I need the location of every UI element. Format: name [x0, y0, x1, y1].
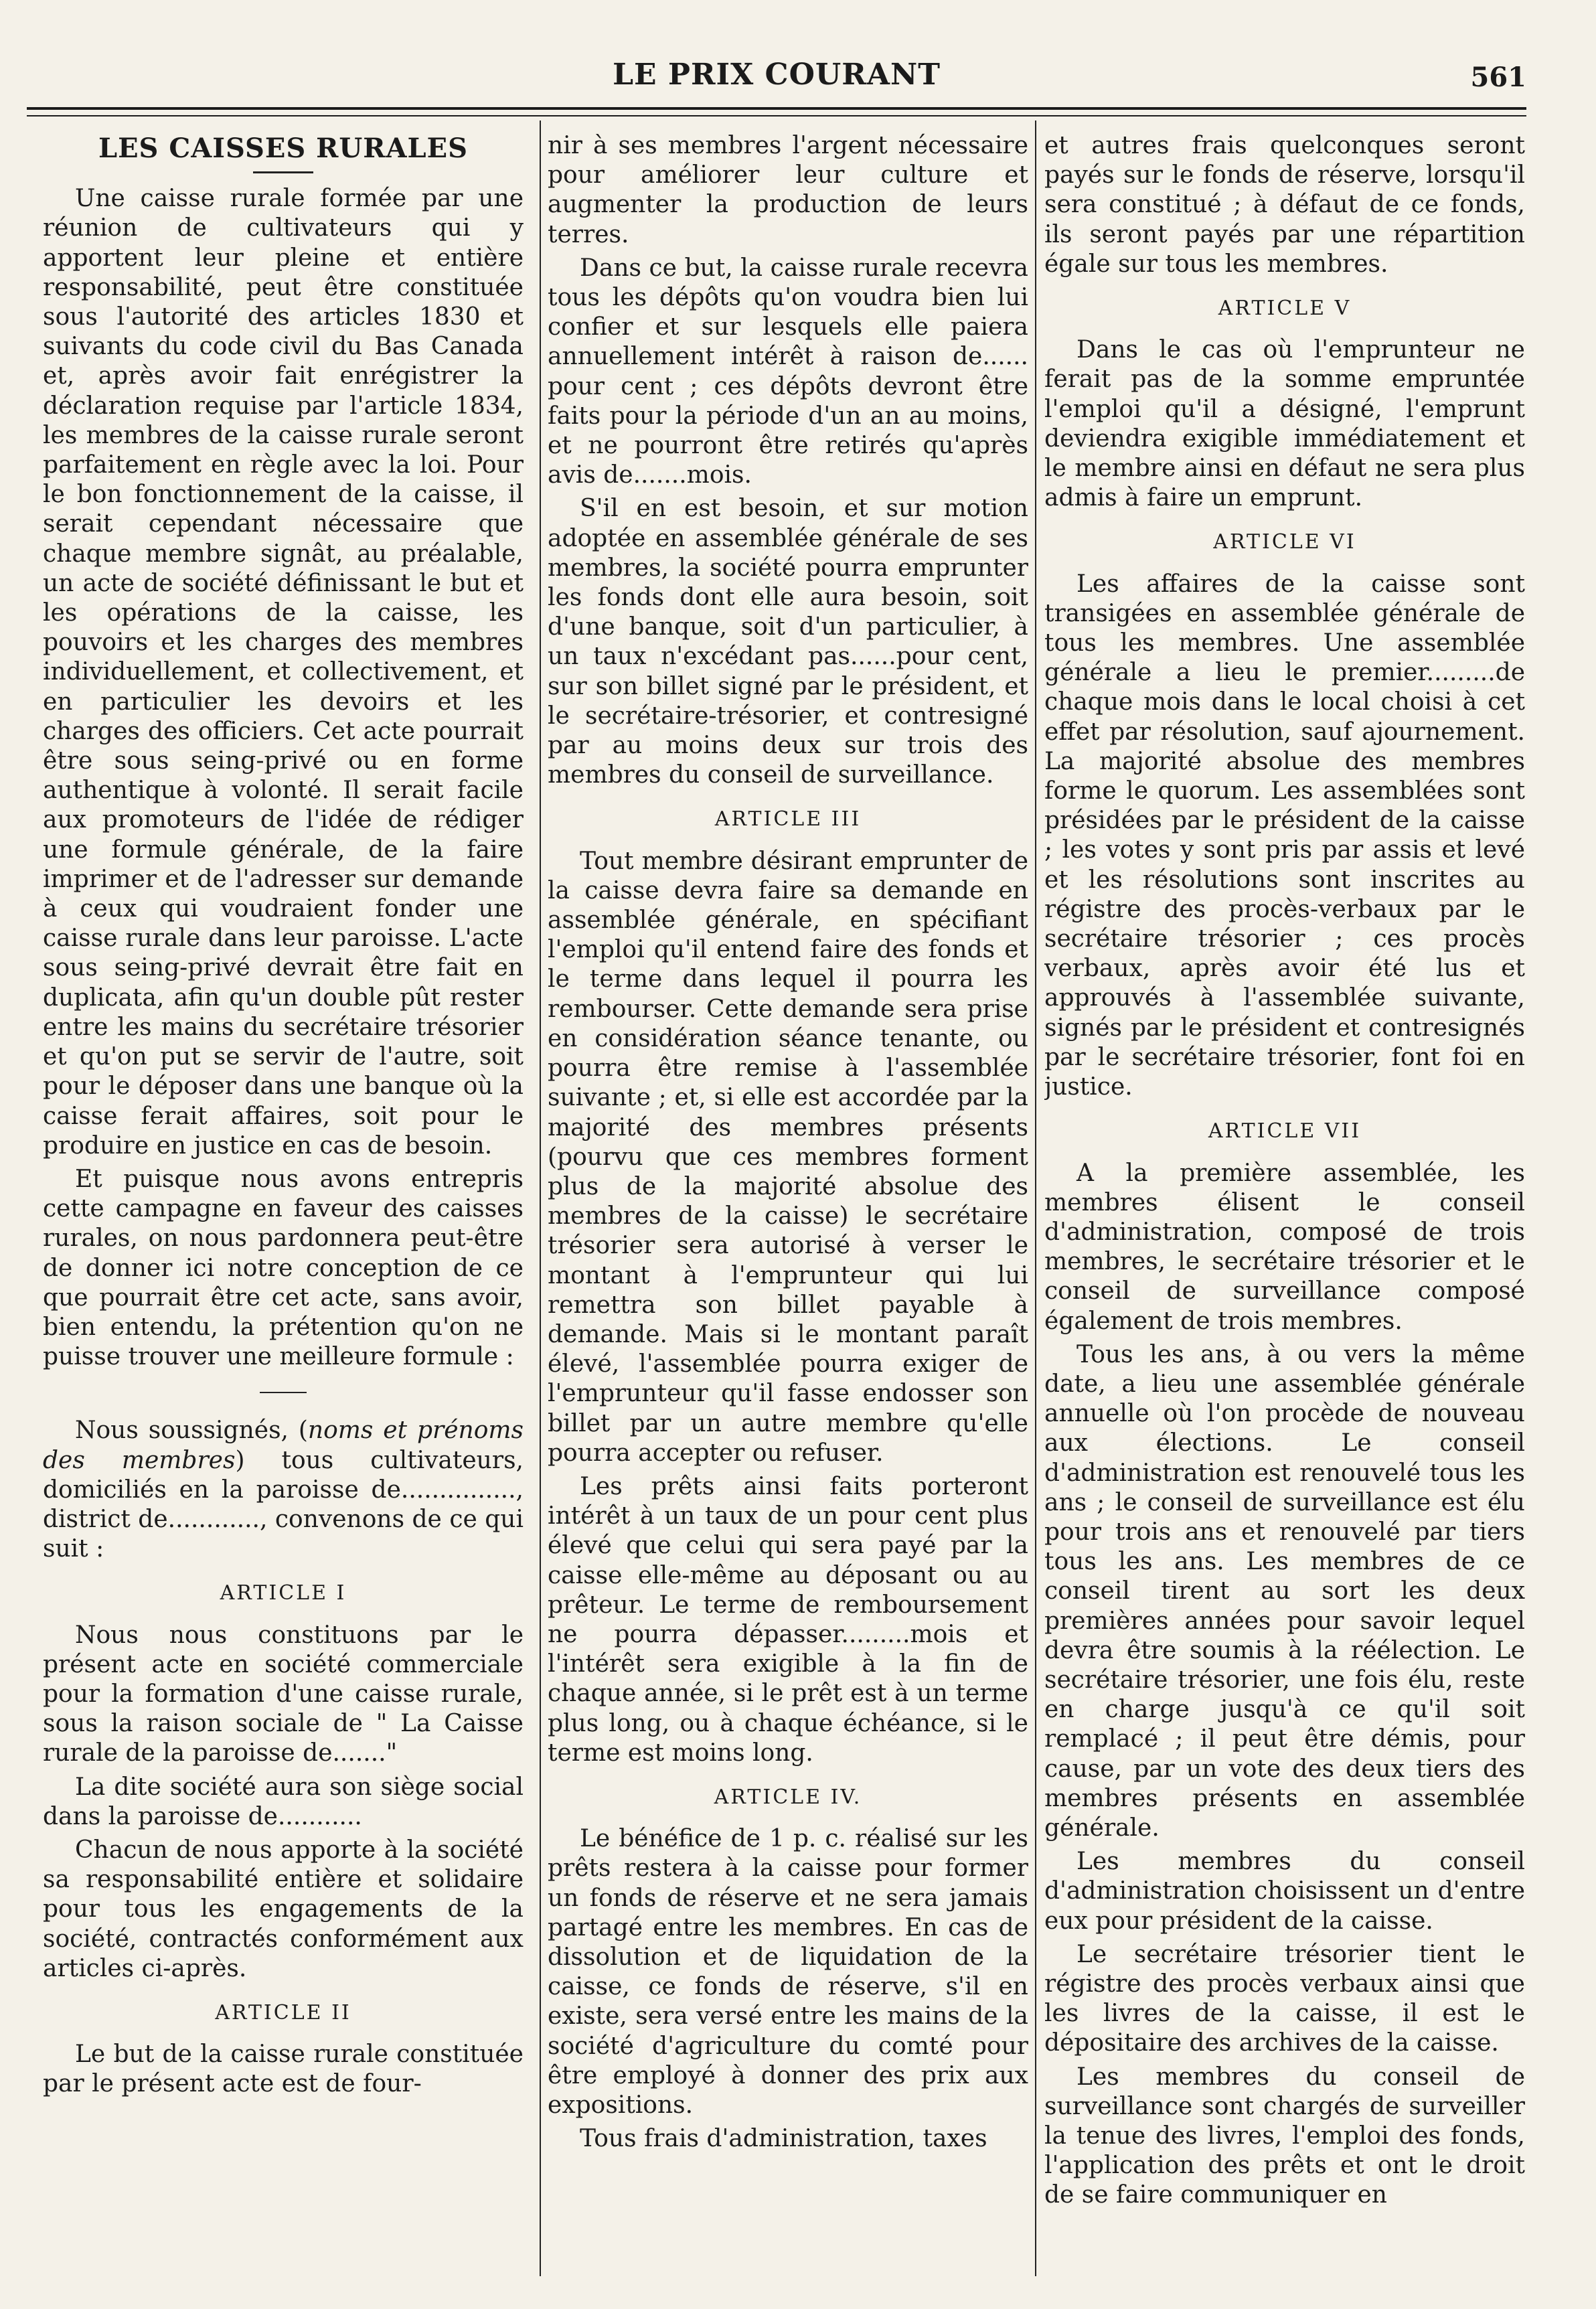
article-heading: ARTICLE VII [1208, 1119, 1362, 1143]
page-header [27, 52, 1526, 106]
article-heading: ARTICLE IV. [714, 1785, 862, 1809]
paragraph: Les membres du conseil de surveillance sont chargés de surveiller la tenue des livres, l'emploi des fonds, l'application des prêts et ont le droit de se faire communiquer en [1044, 2063, 1525, 2209]
section-rule [260, 1392, 307, 1393]
column-divider-1 [540, 121, 541, 2276]
paragraph: Chacun de nous apporte à la société sa responsabilité entière et solidaire pour tous les engagements de la société, contractés conformément aux articles ci-après. [43, 1836, 524, 1982]
article-heading: ARTICLE VI [1213, 530, 1356, 554]
paragraph: Les membres du conseil d'administration choisissent un d'entre eux pour président de la caisse. [1044, 1848, 1525, 1935]
page-number: 561 [1470, 62, 1526, 93]
paragraph: nir à ses membres l'argent nécessaire pour améliorer leur culture et augmenter la production de leurs terres. [548, 132, 1028, 248]
italic-note: noms et prénoms des membres [43, 1417, 524, 1474]
title-rule [253, 171, 313, 173]
paragraph: Dans le cas où l'emprunteur ne ferait pas de la somme empruntée l'emploi qu'il a désigné, l'emprunt deviendra exigible immédiatement et le membre ainsi en défaut ne sera plus admis à faire un emprunt. [1044, 336, 1525, 512]
column-divider-2 [1035, 121, 1036, 2276]
paragraph: Le bénéfice de 1 p. c. réalisé sur les prêts restera à la caisse pour former un fonds de réserve et ne sera jamais partagé entre les membres. En cas de dissolution et de liquidation de la caisse, ce fonds de réserve, s'il en existe, sera versé entre les mains de la société d'agriculture du comté pour être employé à donner des prix aux expositions. [548, 1825, 1028, 2119]
article-heading: ARTICLE I [220, 1581, 347, 1605]
paragraph: Les affaires de la caisse sont transigées en assemblée générale de tous les membres. Une assemblée générale a lieu le premier.........de chaque mois dans le local choisi à cet effet par résolution, sauf ajournement. La majorité absolue des membres forme le quorum. Les assemblées sont présidées par le président de la caisse ; les votes y sont pris par assis et levé et les résolutions sont inscrites au régistre des procès-verbaux par le secrétaire trésorier ; ces procès verbaux, après avoir été lus et approuvés à l'assemblée suivante, signés par le président et contresignés par le secrétaire trésorier, font foi en justice. [1044, 570, 1525, 1101]
header-rule-thin [27, 115, 1526, 116]
paragraph: Nous soussignés, (noms et prénoms des membres) tous cultivateurs, domiciliés en la paroisse de..............., district de............, convenons de ce qui suit : [43, 1417, 524, 1563]
article-heading: ARTICLE III [714, 807, 862, 831]
paragraph: Tout membre désirant emprunter de la caisse devra faire sa demande en assemblée générale, en spécifiant l'emploi qu'il entend faire des fonds et le terme dans lequel il pourra les rembourser. Cette demande sera prise en considération séance tenante, ou pourra être remise à l'assemblée suivante ; et, si elle est accordée par la majorité des membres présents (pourvu que ces membres forment plus de la majorité absolue des membres de la caisse) le secrétaire trésorier sera autorisé à verser le montant à l'emprunteur qui lui remettra son billet payable à demande. Mais si le montant paraît élevé, l'assemblée pourra exiger de l'emprunteur qu'il fasse endosser son billet par un autre membre qu'elle pourra accepter ou refuser. [548, 847, 1028, 1467]
column-1 [43, 131, 524, 2300]
paragraph: et autres frais quelconques seront payés sur le fonds de réserve, lorsqu'il sera constitué ; à défaut de ce fonds, ils seront payés par une répartition égale sur tous les membres. [1044, 132, 1525, 278]
article-title: LES CAISSES RURALES [98, 133, 469, 164]
paragraph: Le secrétaire trésorier tient le régistre des procès verbaux ainsi que les livres de la caisse, il est le dépositaire des archives de la caisse. [1044, 1940, 1525, 2057]
paragraph: Nous nous constituons par le présent acte en société commerciale pour la formation d'une caisse rurale, sous la raison sociale de " La Caisse rurale de la paroisse de......." [43, 1621, 524, 1767]
paragraph: Et puisque nous avons entrepris cette campagne en faveur des caisses rurales, on nous pardonnera peut-être de donner ici notre conception de ce que pourrait être cet acte, sans avoir, bien entendu, la prétention qu'on ne puisse trouver une meilleure formule : [43, 1165, 524, 1371]
paragraph: Dans ce but, la caisse rurale recevra tous les dépôts qu'on voudra bien lui confier et sur lesquels elle paiera annuellement intérêt à raison de...... pour cent ; ces dépôts devront être faits pour la période d'un an au moins, et ne pourront être retirés qu'après avis de.......mois. [548, 254, 1028, 489]
paragraph: S'il en est besoin, et sur motion adoptée en assemblée générale de ses membres, la société pourra emprunter les fonds dont elle aura besoin, soit d'une banque, soit d'un particulier, à un taux n'excédant pas......pour cent, sur son billet signé par le président, et le secrétaire-trésorier, et contresigné par au moins deux sur trois des membres du conseil de surveillance. [548, 495, 1028, 789]
article-heading: ARTICLE II [215, 2000, 351, 2024]
column-3 [1044, 131, 1525, 2300]
header-rule [27, 107, 1526, 110]
paragraph: Tous les ans, à ou vers la même date, a lieu une assemblée générale annuelle où l'on procède de nouveau aux élections. Le conseil d'administration est renouvelé tous les ans ; le conseil de surveillance est élu pour trois ans et renouvelé par tiers tous les ans. Les membres de ce conseil tirent au sort les deux premières années pour savoir lequel devra être soumis à la réélection. Le secrétaire trésorier, une fois élu, reste en charge jusqu'à ce qu'il soit remplacé ; il peut être démis, pour cause, par un vote des deux tiers des membres présents en assemblée générale. [1044, 1340, 1525, 1842]
paragraph: Le but de la caisse rurale constituée par le présent acte est de four- [43, 2041, 524, 2098]
paragraph: La dite société aura son siège social dans la paroisse de........... [43, 1773, 524, 1830]
paragraph: Une caisse rurale formée par une réunion de cultivateurs qui y apportent leur pleine et entière responsabilité, peut être constituée sous l'autorité des articles 1830 et suivants du code civil du Bas Canada et, après avoir fait enrégistrer la déclaration requise par l'article 1834, les membres de la caisse rurale seront parfaitement en règle avec la loi. Pour le bon fonctionnement de la caisse, il serait cependant nécessaire que chaque membre signât, au préalable, un acte de société définissant le but et les opérations de la caisse, les pouvoirs et les charges des membres individuellement, et collectivement, et en particulier les devoirs et les charges des officiers. Cet acte pourrait être sous seing-privé ou en forme authentique à volonté. Il serait facile aux promoteurs de l'idée de rédiger une formule générale, de la faire imprimer et de l'adresser sur demande à ceux qui voudraient fonder une caisse rurale dans leur paroisse. L'acte sous seing-privé devrait être fait en duplicata, afin qu'un double pût rester entre les mains du secrétaire trésorier et qu'on put se servir de l'autre, soit pour le déposer dans une banque où la caisse ferait affaires, soit pour le produire en justice en cas de besoin. [43, 185, 524, 1160]
column-2 [548, 131, 1028, 2300]
article-heading: ARTICLE V [1218, 297, 1352, 321]
publication-title: LE PRIX COURANT [613, 58, 941, 92]
paragraph: Tous frais d'administration, taxes [580, 2125, 987, 2153]
paragraph: Les prêts ainsi faits porteront intérêt à un taux de un pour cent plus élevé que celui qui sera payé par la caisse elle-même au déposant ou au prêteur. Le terme de remboursement ne pourra dépasser.........mois et l'intérêt sera exigible à la fin de chaque année, si le prêt est à un terme plus long, ou à chaque échéance, si le terme est moins long. [548, 1472, 1028, 1767]
paragraph: A la première assemblée, les membres élisent le conseil d'administration, composé de trois membres, le secrétaire trésorier et le conseil de surveillance composé également de trois membres. [1044, 1159, 1525, 1335]
